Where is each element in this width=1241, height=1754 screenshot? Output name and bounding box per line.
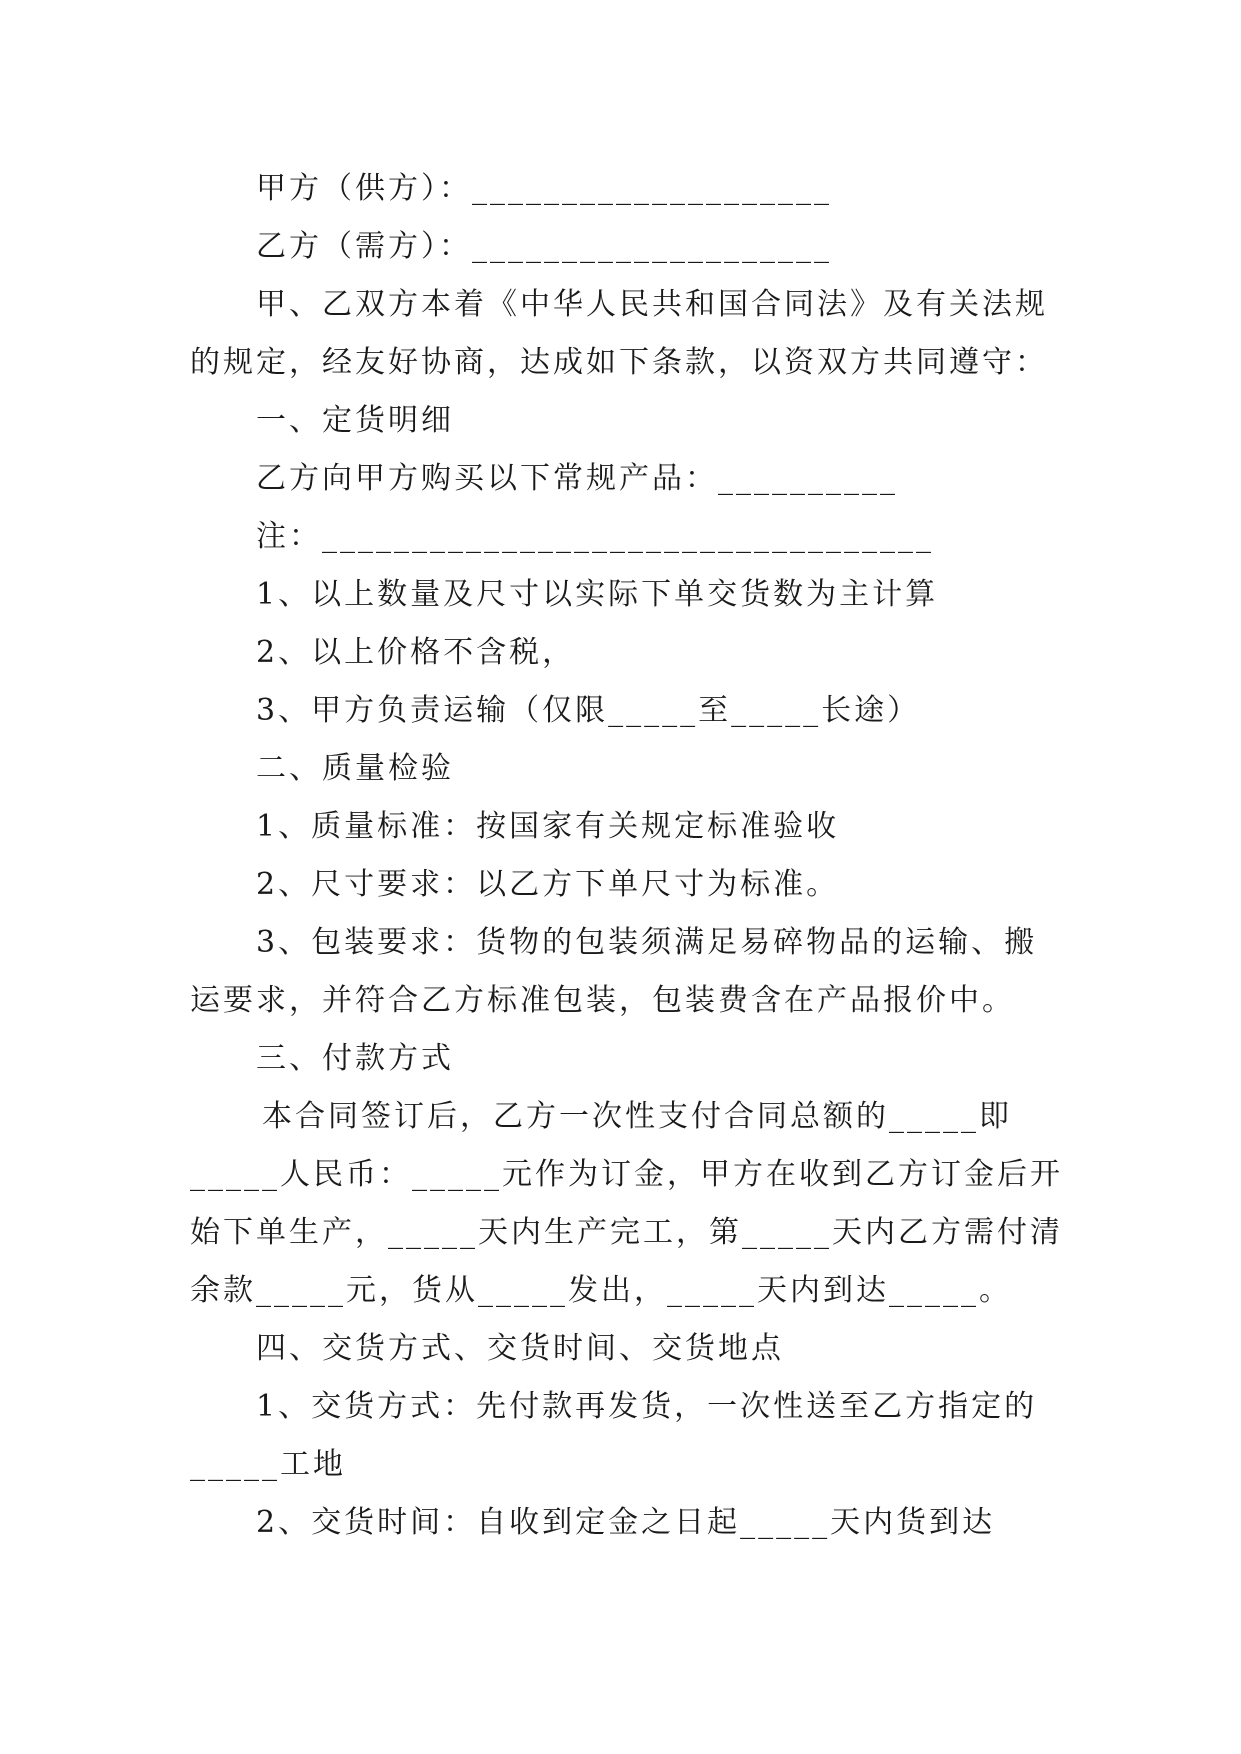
- payment-line-4: 余款_____元，货从_____发出，_____天内到达_____。: [190, 1273, 1012, 1308]
- party-b-line: 乙方（需方）：____________________: [256, 229, 832, 264]
- preamble-line-2: 的规定，经友好协商，达成如下条款，以资双方共同遵守：: [190, 345, 1048, 380]
- party-a-line: 甲方（供方）：____________________: [256, 171, 832, 206]
- quality-item-2: 2、尺寸要求：以乙方下单尺寸为标准。: [256, 867, 840, 902]
- contract-document: [190, 160, 1063, 1552]
- section-heading-quality: 二、质量检验: [256, 751, 454, 786]
- delivery-item-1-line-2: _____工地: [190, 1447, 346, 1482]
- section-heading-delivery: 四、交货方式、交货时间、交货地点: [256, 1331, 784, 1366]
- payment-line-2: _____人民币：_____元作为订金，甲方在收到乙方订金后开: [190, 1157, 1063, 1192]
- delivery-item-1-line-1: 1、交货方式：先付款再发货，一次性送至乙方指定的: [256, 1389, 1038, 1424]
- delivery-item-2: 2、交货时间：自收到定金之日起_____天内货到达: [256, 1505, 996, 1540]
- quality-item-3-line-1: 3、包装要求：货物的包装须满足易碎物品的运输、搬: [256, 925, 1038, 960]
- payment-line-1: 本合同签订后，乙方一次性支付合同总额的_____即: [262, 1099, 1012, 1134]
- section-heading-order-details: 一、定货明细: [256, 403, 454, 438]
- note-line: 注：__________________________________: [256, 519, 934, 554]
- quality-item-3-line-2: 运要求，并符合乙方标准包装，包装费含在产品报价中。: [190, 983, 1015, 1018]
- section-heading-payment: 三、付款方式: [256, 1041, 454, 1076]
- order-item-1: 1、以上数量及尺寸以实际下单交货数为主计算: [256, 577, 939, 612]
- order-item-3: 3、甲方负责运输（仅限_____至_____长途）: [256, 693, 921, 728]
- preamble-line-1: 甲、乙双方本着《中华人民共和国合同法》及有关法规: [256, 287, 1048, 322]
- payment-line-3: 始下单生产，_____天内生产完工，第_____天内乙方需付清: [190, 1215, 1063, 1250]
- order-products-line: 乙方向甲方购买以下常规产品：__________: [256, 461, 898, 496]
- quality-item-1: 1、质量标准：按国家有关规定标准验收: [256, 809, 840, 844]
- order-item-2: 2、以上价格不含税，: [256, 635, 576, 670]
